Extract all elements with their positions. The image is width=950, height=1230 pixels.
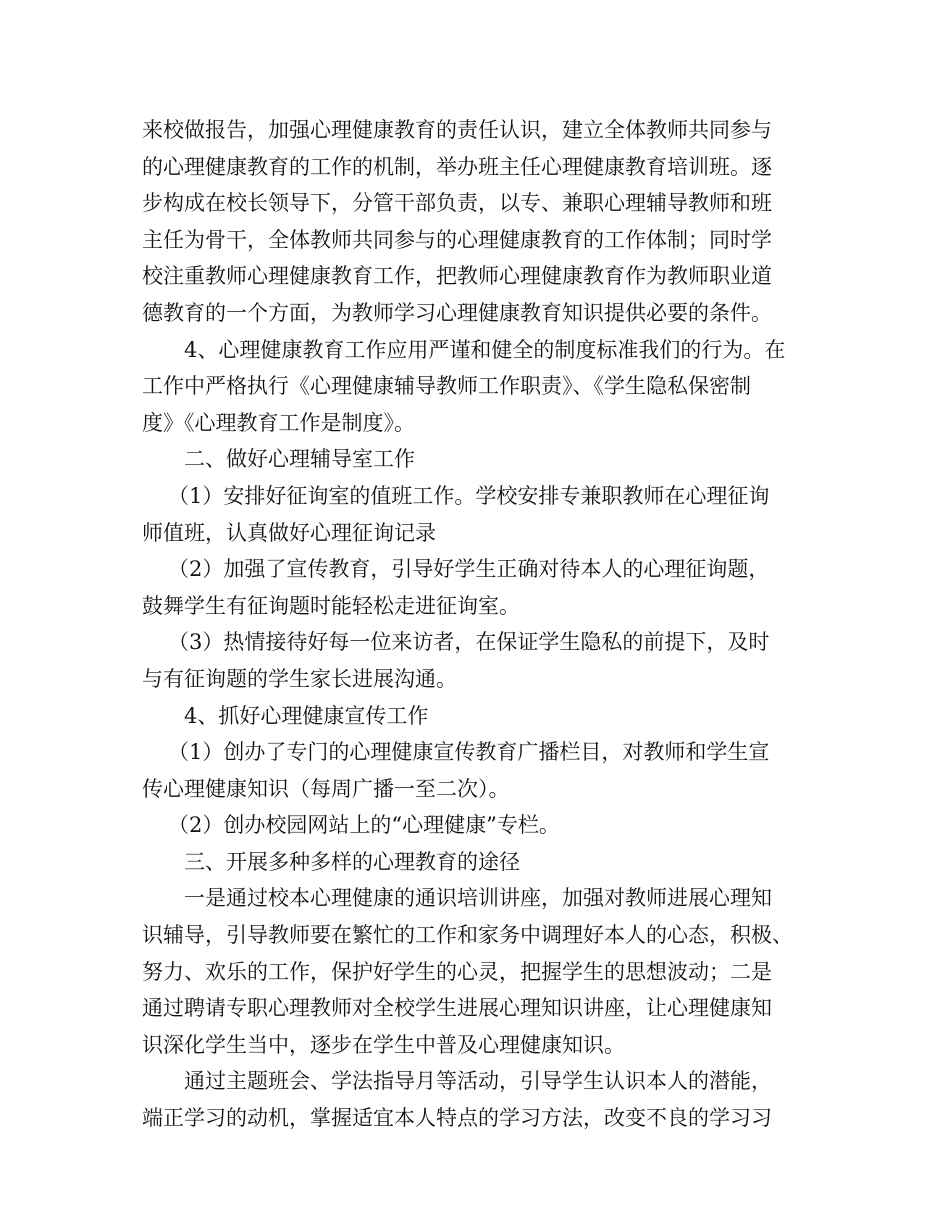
text-line: （1）安排好征询室的值班工作。学校安排专兼职教师在心理征询 [168,483,770,508]
text-line: 4、心理健康教育工作应用严谨和健全的制度标准我们的行为。在 [184,337,786,362]
text-line: 校注重教师心理健康教育工作，把教师心理健康教育作为教师职业道 [142,264,772,289]
text-line: 师值班，认真做好心理征询记录 [142,520,436,545]
text-line: 鼓舞学生有征询题时能轻松走进征询室。 [142,593,520,618]
text-line: 步构成在校长领导下，分管干部负责，以专、兼职心理辅导教师和班 [142,191,772,216]
text-line: 端正学习的动机，掌握适宜本人特点的学习方法，改变不良的学习习 [142,1106,772,1131]
text-line: 度》《心理教育工作是制度》。 [142,410,415,435]
text-line: （2）创办校园网站上的“心理健康”专栏。 [168,813,560,838]
text-line: 识辅导，引导教师要在繁忙的工作和家务中调理好本人的心态，积极、 [142,923,793,948]
text-line: （2）加强了宣传教育，引导好学生正确对待本人的心理征询题， [168,557,770,582]
text-line: 三、开展多种多样的心理教育的途径 [184,849,520,874]
text-line: 二、做好心理辅导室工作 [184,447,415,472]
text-line: （1）创办了专门的心理健康宣传教育广播栏目，对教师和学生宣 [168,740,770,765]
text-line: 通过主题班会、学法指导月等活动，引导学生认识本人的潜能， [184,1069,772,1094]
text-line: 来校做报告，加强心理健康教育的责任认识，建立全体教师共同参与 [142,118,772,142]
text-line: 识深化学生当中，逐步在学生中普及心理健康知识。 [142,1032,625,1057]
text-line: 通过聘请专职心理教师对全校学生进展心理知识讲座，让心理健康知 [142,996,772,1021]
text-line: （3）热情接待好每一位来访者，在保证学生隐私的前提下，及时 [168,630,770,655]
text-line: 与有征询题的学生家长进展沟通。 [142,666,457,691]
text-line: 德教育的一个方面，为教师学习心理健康教育知识提供必要的条件。 [142,300,772,325]
text-line: 4、抓好心理健康宣传工作 [184,703,429,728]
text-line: 传心理健康知识（每周广播一至二次）。 [142,776,510,801]
text-line: 工作中严格执行《心理健康辅导教师工作职责》、《学生隐私保密制 [142,374,751,399]
text-line: 的心理健康教育的工作的机制，举办班主任心理健康教育培训班。逐 [142,154,772,179]
text-line: 一是通过校本心理健康的通识培训讲座，加强对教师进展心理知 [184,886,772,911]
text-line: 主任为骨干，全体教师共同参与的心理健康教育的工作体制；同时学 [142,227,772,252]
document-body [142,112,814,1137]
text-line: 努力、欢乐的工作，保护好学生的心灵，把握学生的思想波动；二是 [142,959,772,984]
